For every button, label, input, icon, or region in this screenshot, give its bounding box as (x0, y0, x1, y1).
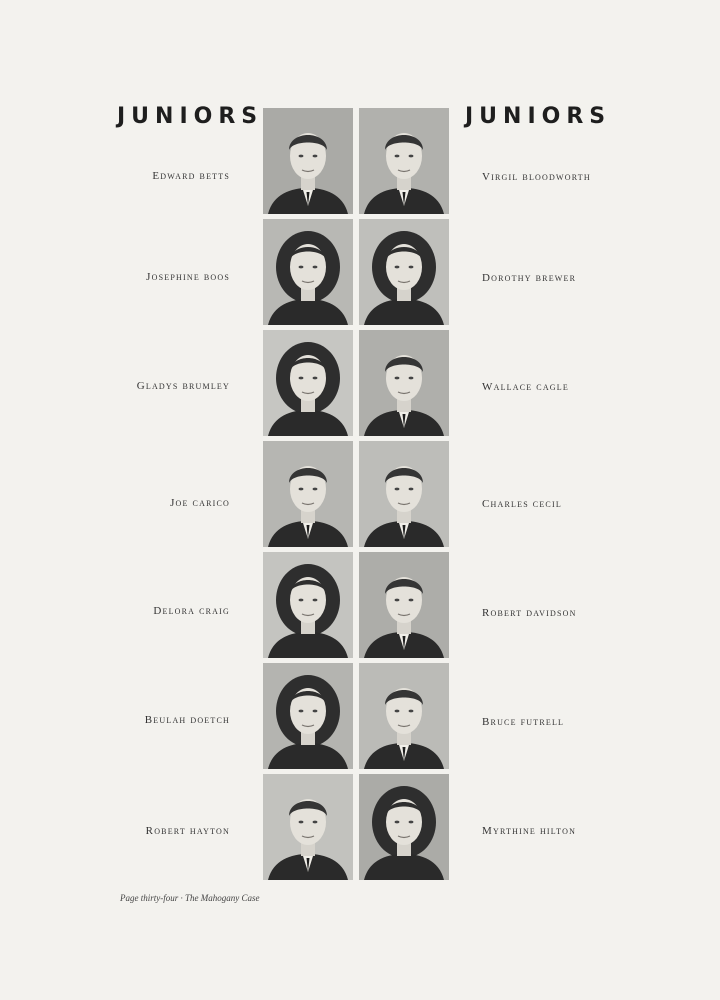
portrait-photo (263, 219, 353, 325)
portrait-image (263, 219, 353, 325)
student-name-left: Joe carico (170, 497, 230, 509)
portrait-photo (359, 663, 449, 769)
portrait-photo (263, 441, 353, 547)
portrait-photo (263, 552, 353, 658)
page-heading-right: JUNIORS (465, 104, 612, 129)
portrait-image (359, 774, 449, 880)
portrait-image (263, 441, 353, 547)
portrait-image (263, 774, 353, 880)
portrait-image (359, 552, 449, 658)
portrait-image (263, 108, 353, 214)
student-name-left: Beulah doetch (144, 714, 230, 726)
portrait-photo (263, 330, 353, 436)
portrait-photo (359, 552, 449, 658)
student-name-right: Charles cecil (482, 498, 562, 510)
portrait-photo (263, 663, 353, 769)
portrait-photo (359, 219, 449, 325)
page-footer: Page thirty-four · The Mahogany Case (120, 893, 260, 903)
portrait-image (263, 663, 353, 769)
portrait-photo (359, 774, 449, 880)
portrait-photo (263, 108, 353, 214)
portrait-image (359, 330, 449, 436)
portrait-image (359, 108, 449, 214)
portrait-image (263, 330, 353, 436)
student-name-right: Myrthine hilton (482, 825, 577, 837)
student-name-right: Dorothy brewer (482, 272, 577, 284)
portrait-photo (359, 108, 449, 214)
student-name-left: Delora craig (153, 605, 230, 617)
student-name-right: Bruce futrell (482, 716, 565, 728)
student-name-right: Robert davidson (482, 607, 577, 619)
student-name-left: Edward betts (152, 170, 230, 182)
student-name-left: Robert hayton (145, 825, 230, 837)
student-name-left: Josephine boos (146, 271, 230, 283)
portrait-photo (359, 330, 449, 436)
portrait-image (359, 663, 449, 769)
student-name-right: Wallace cagle (482, 381, 569, 393)
student-name-right: Virgil bloodworth (482, 171, 591, 183)
portrait-image (359, 441, 449, 547)
portrait-image (359, 219, 449, 325)
page-heading-left: JUNIORS (117, 104, 264, 129)
portrait-image (263, 552, 353, 658)
portrait-grid (263, 108, 449, 878)
portrait-photo (263, 774, 353, 880)
portrait-photo (359, 441, 449, 547)
student-name-left: Gladys brumley (136, 380, 230, 392)
